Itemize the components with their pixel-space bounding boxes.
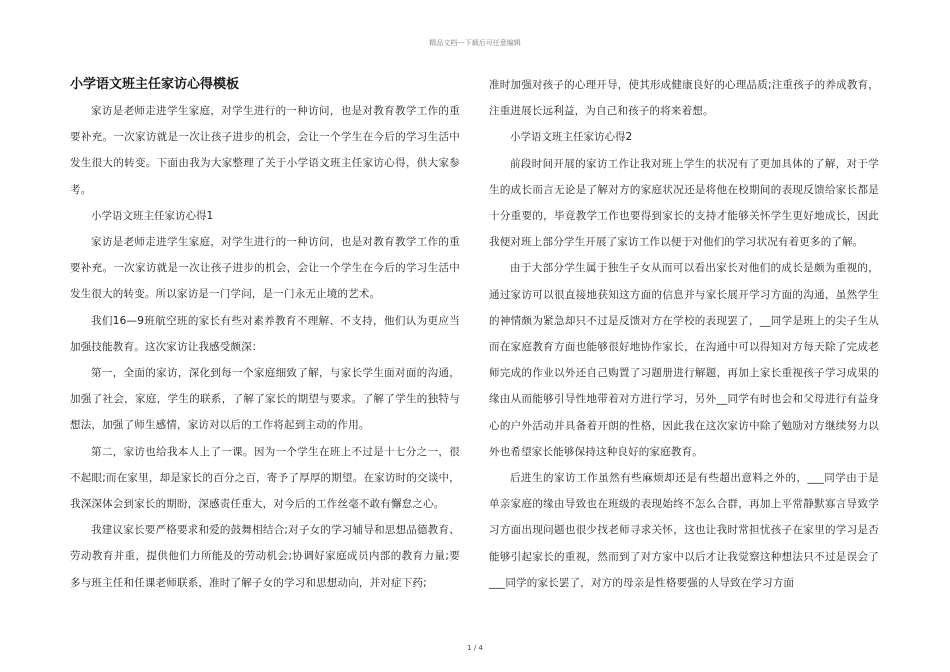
- paragraph: 第二，家访也给我本人上了一课。因为一个学生在班上不过是十七分之一，很不起眼;而在家里，却是家长的百分之百，寄予了厚厚的期望。在家访时的交谈中，我深深体会到家长的期盼，深感责任重大，对今后的工作丝毫不敢有懈怠之心。: [70, 445, 460, 511]
- paragraph: 我建议家长要严格要求和爱的鼓舞相结合;对子女的学习辅导和思想品德教育、劳动教育并重，提供他们力所能及的劳动机会;协调好家庭成员内部的教育力量;要多与班主任和任课老师联系，准时了解子女的学习和思想动向，并对症下药;: [70, 524, 460, 589]
- right-column: [489, 72, 879, 596]
- paragraph: 后进生的家访工作虽然有些麻烦却还是有些超出意料之外的，___同学由于是单亲家庭的缘由导致也在班级的表现始终不怎么合群，再加上平常静默寡言导致学习方面出现问题也很少找老师寻求关怀，这也让我时常担忧孩子在家里的学习是否能够引起家长的重视，然而到了对方家中以后才让我觉察这种想法只不过是误会了___同学的家长罢了，对方的母亲是性格要强的人导致在学习方面: [489, 472, 879, 589]
- paragraph: 我们16—9班航空班的家长有些对素养教育不理解、不支持，他们认为更应当加强技能教育。这次家访让我感受颇深：: [70, 314, 460, 353]
- paragraph-continued: 准时加强对孩子的心理开导，使其形成健康良好的心理品质;注重孩子的养成教育，注重进展长远利益，为自己和孩子的将来着想。: [489, 79, 879, 118]
- document-title: 小学语文班主任家访心得模板: [70, 77, 240, 92]
- page-header: 精品文档---下载后可任意编辑: [429, 39, 521, 47]
- section-heading-1: 小学语文班主任家访心得1: [91, 209, 214, 222]
- intro-paragraph: 家访是老师走进学生家庭，对学生进行的一种访问，也是对教育教学工作的重要补充。一次家访就是一次让孩子进步的机会，会让一个学生在今后的学习生活中发生很大的转变。下面由我为大家整理了关于小学语文班主任家访心得，供大家参考。: [70, 105, 460, 196]
- paragraph: 由于大部分学生属于独生子女从而可以看出家长对他们的成长是颇为重视的，通过家访可以很直接地获知这方面的信息并与家长展开学习方面的沟通，虽然学生的神情颇为紧急却只不过是反馈对方在学校的表现罢了，__同学是班上的尖子生从而在家庭教育方面也能够很好地协作家长，在沟通中可以得知对方每天除了完成老师完成的作业以外还自己购置了习题册进行解题，再加上家长重视孩子学习成果的缘由从而能够引导性地带着对方进行学习，另外__同学有时也会和父母进行有益身心的户外活动并具备着开朗的性格，因此我在这次家访中除了勉励对方继续努力以外也希望家长能够保持这种良好的家庭教育。: [489, 262, 879, 458]
- left-column: [70, 72, 460, 596]
- paragraph: 家访是老师走进学生家庭，对学生进行的一种访问，也是对教育教学工作的重要补充。一次家访就是一次让孩子进步的机会，会让一个学生在今后的学习生活中发生很大的转变。所以家访是一门学问，是一门永无止境的艺术。: [70, 236, 460, 301]
- paragraph: 第一，全面的家访，深化到每一个家庭细致了解，与家长学生面对面的沟通，加强了社会，家庭，学生的联系，了解了家长的期望与要求。了解了学生的独特与想法，加强了师生感情，家访对以后的工作将起到主动的作用。: [70, 367, 460, 432]
- section-heading-2: 小学语文班主任家访心得2: [510, 131, 633, 144]
- page-number: 1 / 4: [467, 644, 483, 652]
- paragraph: 前段时间开展的家访工作让我对班上学生的状况有了更加具体的了解，对于学生的成长而言无论是了解对方的家庭状况还是将他在校期间的表现反馈给家长都是十分重要的，毕竟教学工作也要得到家长的支持才能够关怀学生更好地成长，因此我便对班上部分学生开展了家访工作以便于对他们的学习状况有着更多的了解。: [489, 157, 879, 249]
